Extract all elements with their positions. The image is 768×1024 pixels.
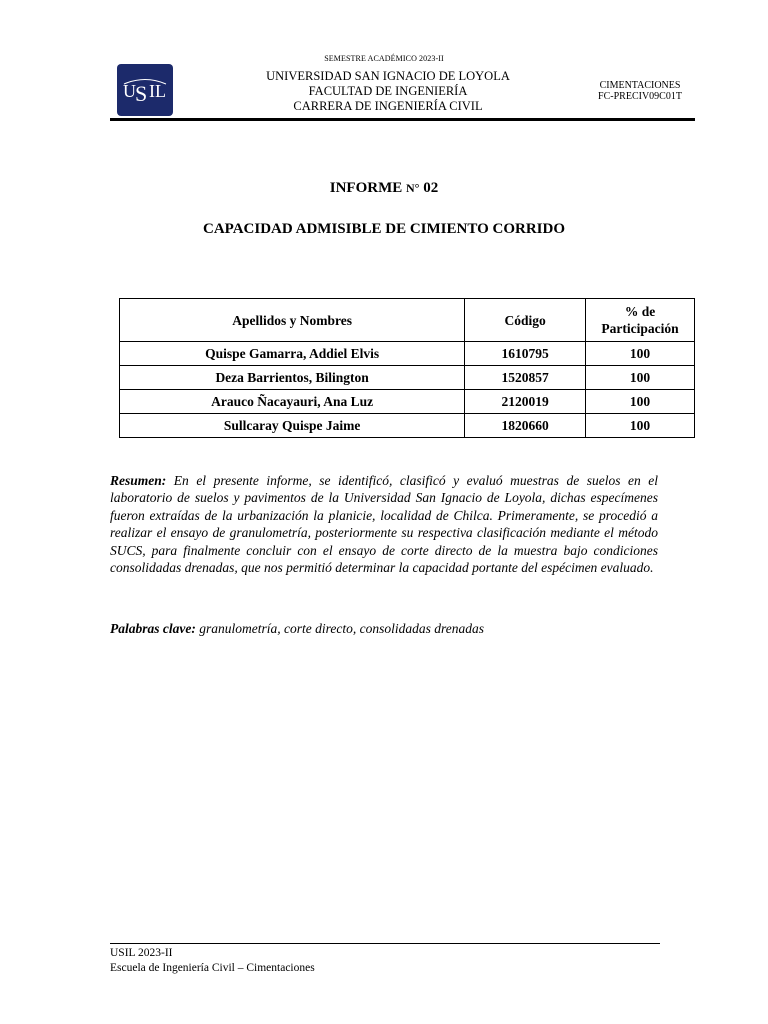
university-name: UNIVERSIDAD SAN IGNACIO DE LOYOLA (266, 69, 510, 83)
member-name: Sullcaray Quispe Jaime (120, 414, 465, 438)
abstract-label: Resumen: (110, 473, 167, 488)
header-divider (110, 118, 695, 121)
footer-divider (110, 943, 660, 944)
report-number-sign: N° (406, 181, 420, 195)
header-participation-line1: % de (624, 304, 656, 319)
usil-logo-icon (120, 75, 170, 105)
member-participation: 100 (586, 390, 695, 414)
footer-line-1: USIL 2023-II (110, 947, 173, 959)
footer-line-2: Escuela de Ingeniería Civil – Cimentaciones (110, 961, 315, 974)
svg-text:U: U (123, 81, 136, 101)
career-name: CARRERA DE INGENIERÍA CIVIL (293, 99, 483, 113)
course-name: CIMENTACIONES (599, 80, 681, 91)
table-header-row (120, 299, 695, 342)
member-code: 1520857 (465, 366, 586, 390)
institution-block (220, 69, 556, 114)
keywords-text: granulometría, corte directo, consolidadas drenadas (199, 621, 484, 636)
table-row (120, 414, 695, 438)
svg-text:S: S (135, 81, 148, 105)
faculty-name: FACULTAD DE INGENIERÍA (308, 84, 468, 98)
header-participation-line2: Participación (601, 321, 679, 336)
keywords-paragraph (110, 621, 658, 637)
report-number (0, 180, 768, 197)
svg-text:IL: IL (149, 81, 166, 101)
member-participation: 100 (586, 366, 695, 390)
page-footer (110, 946, 315, 975)
member-code: 2120019 (465, 390, 586, 414)
header-code: Código (465, 299, 586, 342)
usil-logo (117, 64, 173, 116)
report-number-value: 02 (423, 180, 439, 196)
table-row (120, 366, 695, 390)
members-table (119, 298, 695, 438)
report-title: CAPACIDAD ADMISIBLE DE CIMIENTO CORRIDO (203, 221, 565, 237)
member-name: Deza Barrientos, Bilington (120, 366, 465, 390)
semester-label: SEMESTRE ACADÉMICO 2023-II (324, 54, 444, 63)
member-name: Arauco Ñacayauri, Ana Luz (120, 390, 465, 414)
course-code: FC-PRECIV09C01T (598, 91, 682, 102)
member-code: 1610795 (465, 342, 586, 366)
abstract-text: En el presente informe, se identificó, clasificó y evaluó muestras de suelos en el laboratorio de suelos y pavimentos de la Universidad San Ignacio de Loyola, dichas especímenes fueron extraídas de la urbanización la planicie, localidad de Chilca. Primeramente, se procedió a realizar el ensayo de granulometría, posteriormente su respectiva clasificación mediante el método SUCS, para finalmente concluir con el ensayo de corte directo de la muestra bajo condiciones consolidadas drenadas, que nos permitió determinar la capacidad portante del espécimen evaluado. (110, 473, 658, 576)
abstract-paragraph (110, 472, 658, 576)
course-block (584, 80, 696, 102)
header-participation (586, 299, 695, 342)
keywords-label: Palabras clave: (110, 621, 196, 636)
member-participation: 100 (586, 342, 695, 366)
table-row (120, 390, 695, 414)
member-name: Quispe Gamarra, Addiel Elvis (120, 342, 465, 366)
member-code: 1820660 (465, 414, 586, 438)
report-number-word: INFORME (329, 180, 403, 196)
header-name: Apellidos y Nombres (120, 299, 465, 342)
member-participation: 100 (586, 414, 695, 438)
table-row (120, 342, 695, 366)
